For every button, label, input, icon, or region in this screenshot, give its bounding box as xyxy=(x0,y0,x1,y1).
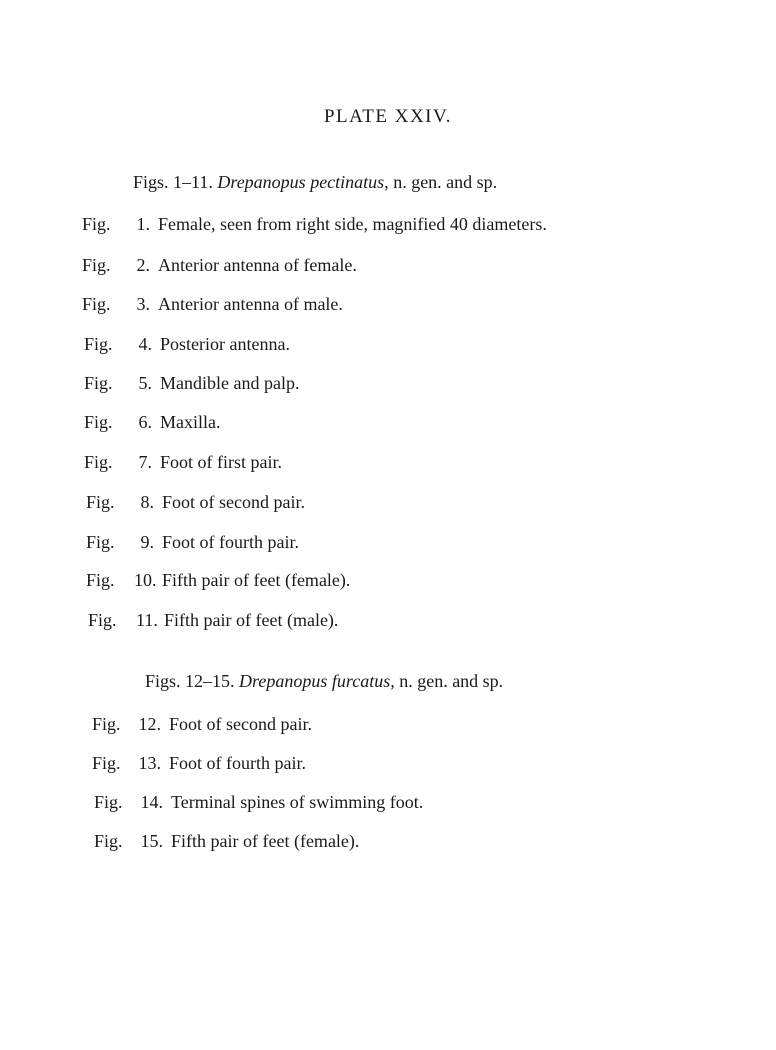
fig-number: 10. xyxy=(134,570,157,590)
figure-caption-6 xyxy=(84,412,221,433)
fig-description: Fifth pair of feet (female). xyxy=(162,570,351,590)
fig-description: Fifth pair of feet (male). xyxy=(164,610,339,630)
fig-number: 5. xyxy=(138,373,152,393)
fig-number: 11. xyxy=(136,610,158,630)
fig-description: Terminal spines of swimming foot. xyxy=(171,792,424,812)
figure-caption-11 xyxy=(88,610,338,631)
fig-label: Fig. xyxy=(88,610,117,630)
figure-caption-5 xyxy=(84,373,299,394)
fig-description: Anterior antenna of female. xyxy=(158,255,357,275)
group-range: Figs. 1–11. xyxy=(133,172,213,192)
fig-number: 12. xyxy=(138,714,161,734)
fig-number: 9. xyxy=(140,532,154,552)
figure-caption-8 xyxy=(86,492,305,513)
fig-number: 6. xyxy=(138,412,152,432)
fig-label: Fig. xyxy=(86,532,115,552)
fig-description: Anterior antenna of male. xyxy=(158,294,343,314)
fig-number: 3. xyxy=(136,294,150,314)
figure-caption-12 xyxy=(92,714,312,735)
group-range: Figs. 12–15. xyxy=(145,671,235,691)
fig-label: Fig. xyxy=(86,570,115,590)
fig-number: 14. xyxy=(140,792,163,812)
figure-caption-3 xyxy=(82,294,343,315)
fig-description: Posterior antenna. xyxy=(160,334,290,354)
fig-description: Female, seen from right side, magnified 40 diameters. xyxy=(158,214,547,234)
fig-description: Maxilla. xyxy=(160,412,221,432)
fig-description: Foot of fourth pair. xyxy=(162,532,299,552)
fig-label: Fig. xyxy=(84,334,113,354)
fig-number: 4. xyxy=(138,334,152,354)
fig-number: 2. xyxy=(136,255,150,275)
fig-number: 1. xyxy=(136,214,150,234)
figure-caption-1 xyxy=(82,214,547,235)
fig-label: Fig. xyxy=(82,255,111,275)
group-note: n. gen. and sp. xyxy=(399,671,504,691)
fig-number: 13. xyxy=(138,753,161,773)
group-note: n. gen. and sp. xyxy=(393,172,498,192)
group-heading-2 xyxy=(145,671,503,692)
fig-label: Fig. xyxy=(94,792,123,812)
fig-description: Mandible and palp. xyxy=(160,373,300,393)
fig-label: Fig. xyxy=(86,492,115,512)
figure-caption-7 xyxy=(84,452,282,473)
fig-label: Fig. xyxy=(82,214,111,234)
figure-caption-4 xyxy=(84,334,290,355)
fig-number: 8. xyxy=(140,492,154,512)
plate-title: PLATE XXIV. xyxy=(323,106,453,127)
fig-label: Fig. xyxy=(92,714,121,734)
figure-caption-9 xyxy=(86,532,299,553)
fig-label: Fig. xyxy=(92,753,121,773)
fig-label: Fig. xyxy=(84,452,113,472)
fig-number: 7. xyxy=(138,452,152,472)
fig-description: Foot of fourth pair. xyxy=(169,753,306,773)
figure-caption-15 xyxy=(94,831,359,852)
figure-caption-2 xyxy=(82,255,357,276)
figure-caption-13 xyxy=(92,753,306,774)
fig-label: Fig. xyxy=(84,412,113,432)
fig-label: Fig. xyxy=(82,294,111,314)
group-species: Drepanopus pectinatus, xyxy=(217,172,389,192)
figure-caption-14 xyxy=(94,792,423,813)
fig-description: Foot of first pair. xyxy=(160,452,282,472)
fig-description: Foot of second pair. xyxy=(162,492,305,512)
fig-label: Fig. xyxy=(84,373,113,393)
fig-description: Foot of second pair. xyxy=(169,714,312,734)
group-species: Drepanopus furcatus, xyxy=(239,671,395,691)
fig-description: Fifth pair of feet (female). xyxy=(171,831,360,851)
fig-label: Fig. xyxy=(94,831,123,851)
group-heading-1 xyxy=(133,172,497,193)
figure-caption-10 xyxy=(86,570,350,591)
fig-number: 15. xyxy=(140,831,163,851)
